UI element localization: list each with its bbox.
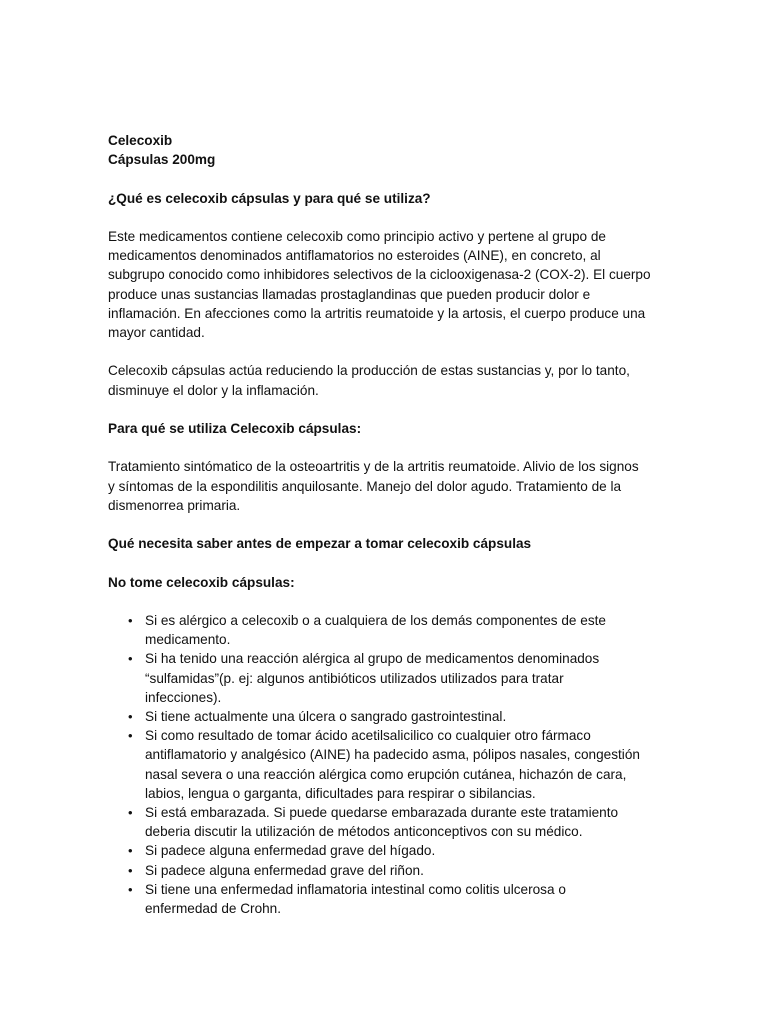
list-item-line: infecciones). (145, 689, 222, 705)
list-item-line: Si es alérgico a celecoxib o a cualquiera de los demás componentes de este (145, 612, 606, 628)
section2-paragraph (108, 457, 668, 515)
bullet-icon: • (128, 728, 133, 744)
list-item (108, 861, 668, 880)
list-item-line: deberia discutir la utilización de métodos anticonceptivos con su médico. (145, 824, 583, 840)
list-item-line: Si tiene actualmente una úlcera o sangrado gastrointestinal. (145, 708, 507, 724)
list-item (108, 880, 668, 918)
list-item (108, 649, 668, 707)
bullet-icon: • (128, 804, 133, 820)
list-item-line: labios, lengua o garganta, dificultades para respirar o sibilancias. (145, 785, 536, 801)
list-item-line: nasal severa o una reacción alérgica como erupción cutánea, hichazón de cara, (145, 766, 627, 782)
contraindication-list (108, 611, 668, 918)
bullet-icon: • (128, 881, 133, 897)
bullet-icon: • (128, 612, 133, 628)
list-item-line: “sulfamidas”(p. ej: algunos antibióticos utilizados utilizados para tratar (145, 670, 564, 686)
paragraph-line: dismenorrea primaria. (108, 497, 241, 513)
list-item-line: Si padece alguna enfermedad grave del riñon. (145, 862, 424, 878)
bullet-icon: • (128, 708, 133, 724)
section1-paragraph1 (108, 227, 668, 342)
bullet-icon: • (128, 862, 133, 878)
list-item-line: Si padece alguna enfermedad grave del hígado. (145, 843, 436, 859)
paragraph-line: inflamación. En afecciones como la artritis reumatoide y la artosis, el cuerpo produce una (108, 305, 646, 321)
presentation: Cápsulas 200mg (108, 152, 216, 168)
list-item-line: Si tiene una enfermedad inflamatoria intestinal como colitis ulcerosa o (145, 881, 566, 897)
document-page (108, 131, 668, 918)
list-item-line: Si ha tenido una reacción alérgica al grupo de medicamentos denominados (145, 651, 600, 667)
list-item-line: Si como resultado de tomar ácido acetilsalicilico co cualquier otro fármaco (145, 728, 591, 744)
list-item (108, 803, 668, 841)
list-item-line: medicamento. (145, 632, 231, 648)
section3-subtitle: No tome celecoxib cápsulas: (108, 574, 295, 590)
paragraph-line: medicamentos denominados antiflamatorios no esteroides (AINE), en concreto, al (108, 248, 601, 264)
paragraph-line: Tratamiento sintómatico de la osteoartritis y de la artritis reumatoide. Alivio de los signos (108, 459, 639, 475)
section1-title: ¿Qué es celecoxib cápsulas y para qué se utiliza? (108, 190, 431, 206)
bullet-icon: • (128, 843, 133, 859)
paragraph-line: subgrupo conocido como inhibidores selectivos de la ciclooxigenasa-2 (COX-2). El cuerpo (108, 267, 651, 283)
paragraph-line: produce unas sustancias llamadas prostaglandinas que pueden producir dolor e (108, 286, 591, 302)
list-item-line: Si está embarazada. Si puede quedarse embarazada durante este tratamiento (145, 804, 619, 820)
list-item-line: enfermedad de Crohn. (145, 901, 282, 916)
list-item (108, 841, 668, 860)
paragraph-line: Este medicamentos contiene celecoxib como principio activo y pertene al grupo de (108, 228, 606, 244)
paragraph-line: mayor cantidad. (108, 325, 205, 340)
list-item (108, 611, 668, 649)
paragraph-line: disminuye el dolor y la inflamación. (108, 382, 319, 398)
section3-title: Qué necesita saber antes de empezar a tomar celecoxib cápsulas (108, 536, 532, 552)
paragraph-line: Celecoxib cápsulas actúa reduciendo la producción de estas sustancias y, por lo tanto, (108, 363, 630, 379)
drug-name: Celecoxib (108, 133, 173, 148)
list-item (108, 726, 668, 803)
bullet-icon: • (128, 651, 133, 667)
paragraph-line: y síntomas de la espondilitis anquilosante. Manejo del dolor agudo. Tratamiento de la (108, 478, 622, 494)
section2-title: Para qué se utiliza Celecoxib cápsulas: (108, 420, 362, 436)
section1-paragraph2 (108, 361, 668, 399)
list-item-line: antiflamatorio y analgésico (AINE) ha padecido asma, pólipos nasales, congestión (145, 747, 640, 763)
list-item (108, 707, 668, 726)
